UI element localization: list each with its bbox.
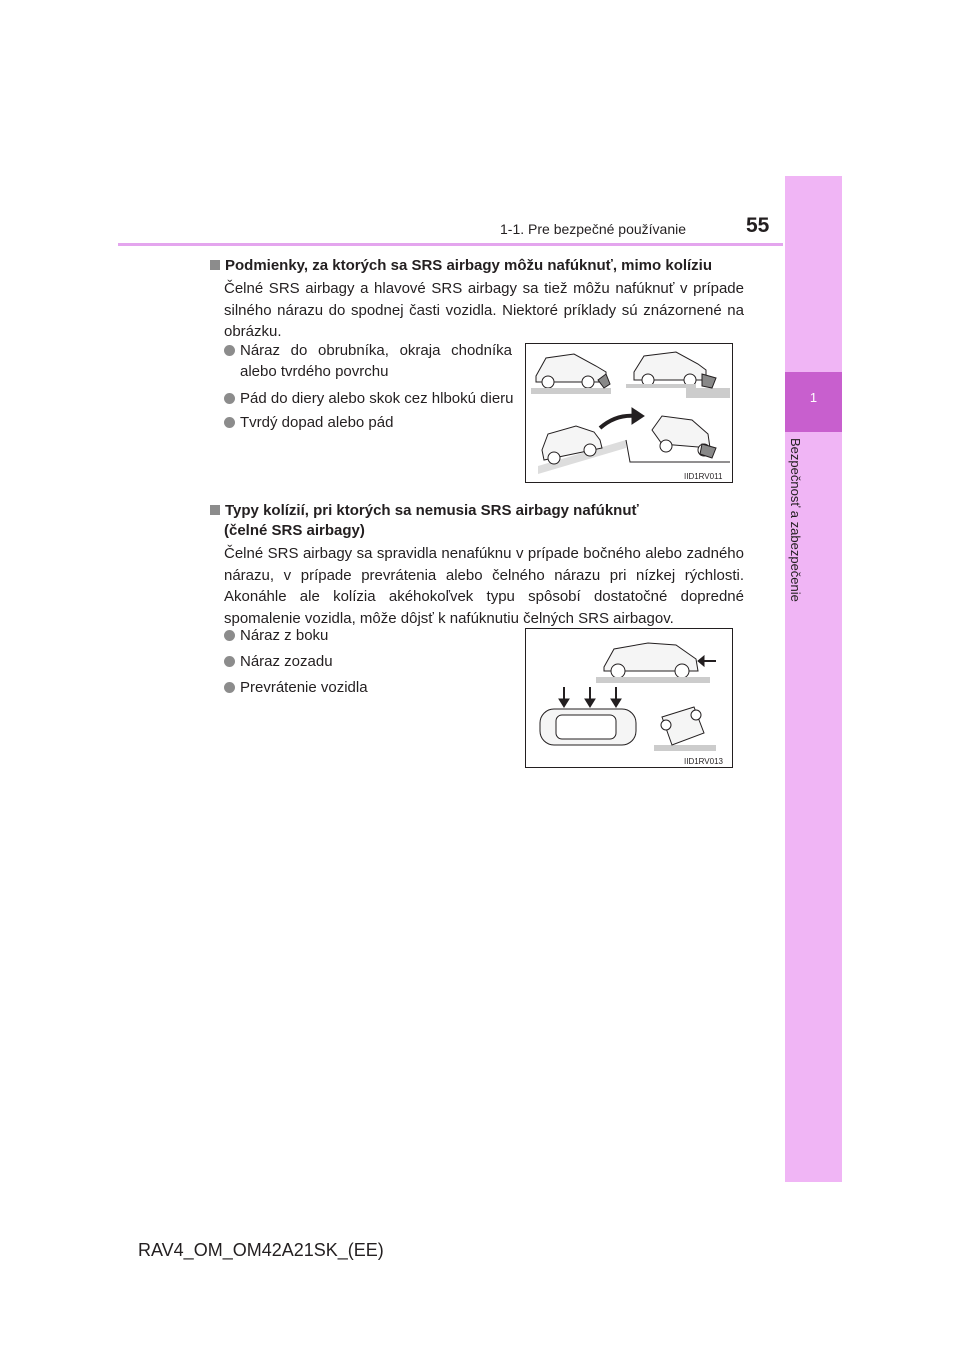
rollover-scene	[654, 707, 716, 751]
page-number: 55	[746, 214, 770, 237]
section2-paragraph: Čelné SRS airbagy sa spravidla nenafúknu v prípade bočného alebo zadného nárazu, v prípade prevrátenia alebo čelného nárazu pri nízkej rýchlosti. Akonáhle ale kolízia akéhokoľvek typu spôsobí dostatočné dopredné spomalenie vozidla, môže dôjsť k nafúknutiu čelných SRS airbagov.	[224, 545, 744, 627]
square-bullet-icon	[210, 260, 220, 270]
section-title: 1-1. Pre bezpečné používanie	[500, 221, 687, 237]
round-bullet-icon	[224, 345, 235, 356]
section1-paragraph: Čelné SRS airbagy a hlavové SRS airbagy sa tiež môžu nafúknuť v prípade silného nárazu do spodnej časti vozidla. Niektoré príklady sú znázornené na obrázku.	[224, 280, 744, 340]
round-bullet-icon	[224, 656, 235, 667]
collision-illustration-1	[525, 343, 733, 483]
curb-impact-scene	[531, 354, 611, 394]
section2-bullet: Náraz zozadu	[224, 651, 504, 672]
pavement-impact-scene	[626, 352, 730, 398]
car-impact-scenes-illustration	[526, 344, 732, 482]
side-rear-rollover-illustration	[526, 629, 732, 767]
section1-bullet: Náraz do obrubníka, okraja chodníka alebo tvrdého povrchu	[224, 340, 512, 382]
section2-heading-line2: (čelné SRS airbagy)	[224, 522, 365, 539]
header-rule	[118, 243, 783, 246]
collision-illustration-2	[525, 628, 733, 768]
square-bullet-icon	[210, 505, 220, 515]
round-bullet-icon	[224, 417, 235, 428]
section1-bullet: Tvrdý dopad alebo pád	[224, 412, 524, 433]
round-bullet-icon	[224, 393, 235, 404]
section2-bullet: Náraz z boku	[224, 625, 504, 646]
section1-heading: Podmienky, za ktorých sa SRS airbagy môžu nafúknuť, mimo kolíziu	[210, 255, 750, 277]
rear-impact-scene	[596, 643, 716, 683]
figure-code: IID1RV011	[684, 472, 723, 481]
section2-bullet: Prevrátenie vozidla	[224, 677, 504, 698]
document-code-footer: RAV4_OM_OM42A21SK_(EE)	[138, 1240, 384, 1260]
figure-code: IID1RV013	[684, 757, 723, 766]
chapter-side-tab	[785, 176, 842, 1182]
hole-jump-scene	[538, 408, 730, 474]
round-bullet-icon	[224, 682, 235, 693]
side-impact-scene	[540, 687, 636, 745]
round-bullet-icon	[224, 630, 235, 641]
section1-bullet: Pád do diery alebo skok cez hlbokú dieru	[224, 388, 524, 409]
chapter-number: 1	[809, 390, 818, 405]
section2-heading: Typy kolízií, pri ktorých sa nemusia SRS airbagy nafúknuť	[210, 500, 750, 522]
chapter-title: Bezpečnosť a zabezpečenie	[788, 438, 803, 602]
